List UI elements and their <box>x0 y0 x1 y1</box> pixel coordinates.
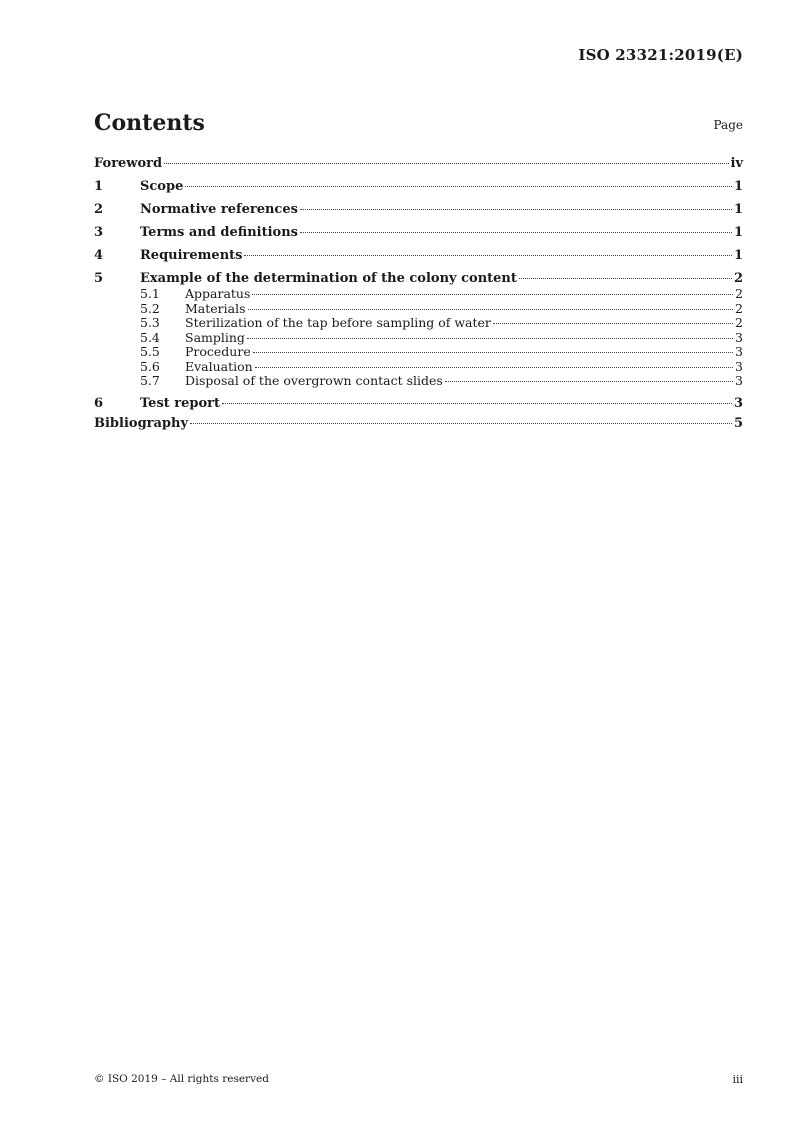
dot-leader <box>253 352 733 353</box>
toc-subentry-sterilization[interactable] <box>94 316 743 331</box>
toc-entry-label: Sterilization of the tap before sampling of water <box>185 315 491 330</box>
toc-subentry-sampling[interactable] <box>94 331 743 346</box>
dot-leader <box>445 381 733 382</box>
toc-entry-page: 5 <box>733 415 743 431</box>
toc-entry-label: Procedure <box>185 344 251 359</box>
toc-entry-scope[interactable] <box>94 179 743 195</box>
toc-entry-page: 1 <box>733 202 743 217</box>
document-id: ISO 23321:2019(E) <box>578 46 743 64</box>
dot-leader <box>252 294 733 295</box>
dot-leader <box>519 278 732 279</box>
toc-entry-number: 5.5 <box>140 344 160 359</box>
toc-entry-page: 1 <box>733 225 743 240</box>
toc-entry-label: Normative references <box>140 202 298 217</box>
toc-entry-foreword[interactable] <box>94 156 743 172</box>
toc-entry-number: 5.6 <box>140 358 160 374</box>
dot-leader <box>493 323 733 324</box>
toc-entry-number: 2 <box>94 202 104 217</box>
toc-entry-test-report[interactable] <box>94 396 743 412</box>
copyright-notice: © ISO 2019 – All rights reserved <box>94 1073 269 1085</box>
toc-subentry-evaluation[interactable] <box>94 360 743 375</box>
toc-entry-terms-and-definitions[interactable] <box>94 225 743 241</box>
dot-leader <box>185 186 732 187</box>
toc-entry-label: Sampling <box>185 329 245 345</box>
toc-entry-page: 3 <box>733 395 743 411</box>
toc-entry-label: Disposal of the overgrown contact slides <box>185 373 443 388</box>
toc-entry-number: 5 <box>94 271 104 286</box>
toc-entry-page: 1 <box>733 179 743 194</box>
page-column-label: Page <box>713 118 743 132</box>
toc-entry-page: iv <box>730 156 743 171</box>
toc-entry-label: Materials <box>185 300 246 316</box>
toc-entry-label: Test report <box>140 395 221 411</box>
toc-subentry-disposal[interactable] <box>94 374 743 389</box>
toc-entry-number: 4 <box>94 248 104 263</box>
toc-entry-number: 1 <box>94 179 104 194</box>
dot-leader <box>300 232 732 233</box>
toc-entry-label: Scope <box>140 179 184 194</box>
toc-entry-number: 3 <box>94 225 104 240</box>
toc-entry-label: Terms and definitions <box>140 225 298 240</box>
toc-entry-number: 5.3 <box>140 315 160 330</box>
toc-entry-page: 3 <box>735 344 743 359</box>
dot-leader <box>255 367 733 368</box>
dot-leader <box>190 423 732 424</box>
dot-leader <box>248 309 734 310</box>
toc-entry-page: 3 <box>735 358 743 374</box>
toc-entry-number: 5.1 <box>140 286 160 301</box>
toc-entry-label: Evaluation <box>185 358 253 374</box>
toc-entry-label: Apparatus <box>185 286 251 301</box>
table-of-contents <box>94 155 743 432</box>
dot-leader <box>164 163 728 164</box>
toc-entry-normative-references[interactable] <box>94 202 743 218</box>
toc-entry-example-determination[interactable] <box>94 271 743 287</box>
toc-subentry-apparatus[interactable] <box>94 287 743 302</box>
toc-subentry-materials[interactable] <box>94 302 743 317</box>
dot-leader <box>244 255 731 256</box>
toc-entry-label: Example of the determination of the colony content <box>140 271 517 286</box>
toc-entry-label: Requirements <box>140 248 243 263</box>
dot-leader <box>247 338 733 339</box>
toc-subentry-procedure[interactable] <box>94 345 743 360</box>
toc-entry-page: 3 <box>735 373 743 388</box>
toc-entry-number: 6 <box>94 395 104 411</box>
dot-leader <box>300 209 732 210</box>
toc-entry-page: 3 <box>735 329 743 345</box>
toc-entry-number: 5.7 <box>140 373 160 388</box>
toc-entry-page: 2 <box>735 315 743 330</box>
toc-entry-page: 1 <box>733 248 743 263</box>
toc-entry-number: 5.4 <box>140 329 160 345</box>
toc-entry-label: Foreword <box>94 156 163 171</box>
toc-entry-page: 2 <box>733 271 743 286</box>
page-title: Contents <box>94 110 205 136</box>
toc-entry-label: Bibliography <box>94 415 189 431</box>
toc-entry-bibliography[interactable] <box>94 416 743 432</box>
dot-leader <box>222 403 732 404</box>
page-number: iii <box>732 1073 743 1086</box>
toc-entry-page: 2 <box>735 300 743 316</box>
toc-entry-number: 5.2 <box>140 300 160 316</box>
toc-entry-requirements[interactable] <box>94 248 743 264</box>
toc-entry-page: 2 <box>735 286 743 301</box>
